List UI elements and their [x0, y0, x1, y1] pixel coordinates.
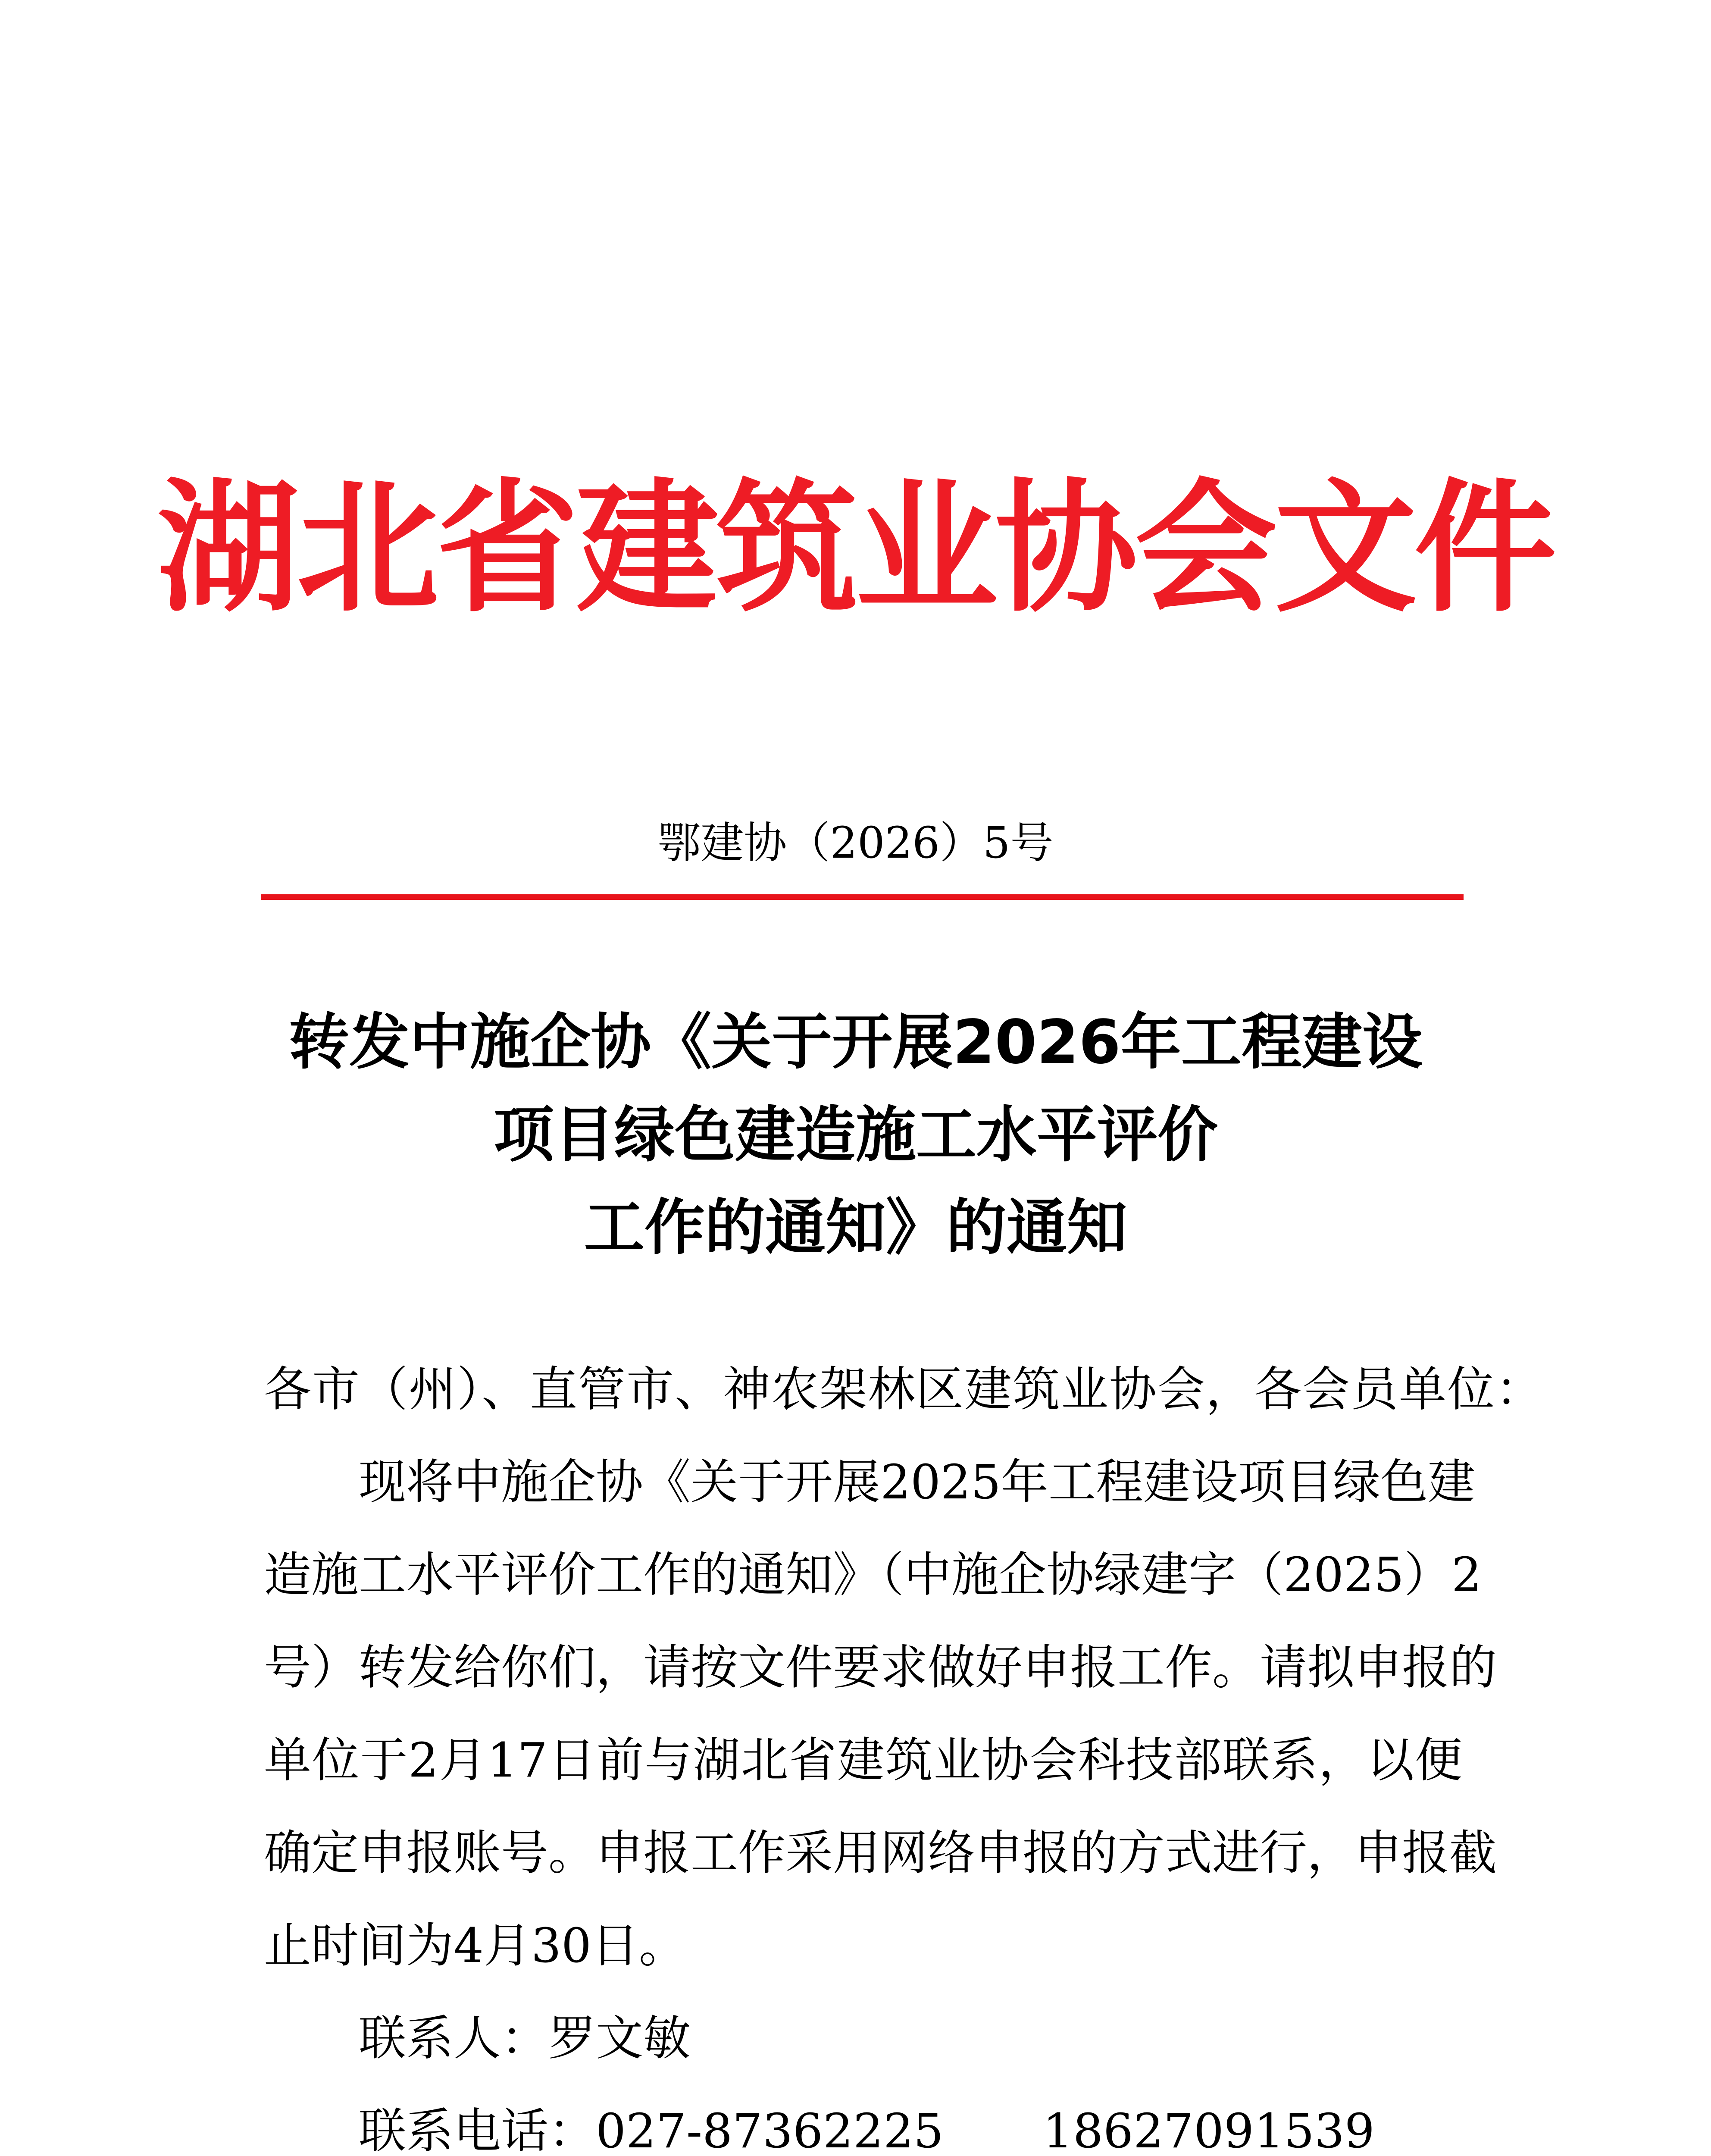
- title-line: 项目绿色建造施工水平评价: [493, 1100, 1218, 1170]
- masthead-title: 湖北省建筑业协会文件: [157, 464, 1554, 631]
- body-paragraph: [264, 1436, 1497, 1992]
- salutation: 各市（州）、直管市、神农架林区建筑业协会，各会员单位：: [264, 1362, 1544, 1417]
- paragraph-line: 现将中施企协《关于开展2025年工程建设项目绿色建: [359, 1454, 1475, 1510]
- notice-title: [172, 996, 1539, 1274]
- paragraph-line: 号）转发给你们，请按文件要求做好申报工作。请拟申报的: [264, 1640, 1497, 1695]
- contact-phone-landline: 联系电话：027-87362225: [359, 2103, 944, 2156]
- contact-phone: [264, 2085, 1557, 2156]
- paragraph-line: 单位于2月17日前与湖北省建筑业协会科技部联系，以便: [264, 1733, 1462, 1788]
- red-divider: [261, 894, 1464, 900]
- paragraph-line: 止时间为4月30日。: [264, 1918, 686, 1973]
- contact-person: 联系人：罗文敏: [359, 2011, 691, 2066]
- contact-phone-mobile: 18627091539: [1043, 2103, 1375, 2156]
- title-line: 工作的通知》的通知: [584, 1193, 1127, 1263]
- document-number: 鄂建协（2026）5号: [657, 818, 1054, 868]
- paragraph-line: 造施工水平评价工作的通知》（中施企协绿建字（2025）2: [264, 1547, 1482, 1602]
- title-line: 转发中施企协《关于开展2026年工程建设: [289, 1007, 1423, 1078]
- paragraph-line: 确定申报账号。申报工作采用网络申报的方式进行，申报截: [264, 1825, 1497, 1880]
